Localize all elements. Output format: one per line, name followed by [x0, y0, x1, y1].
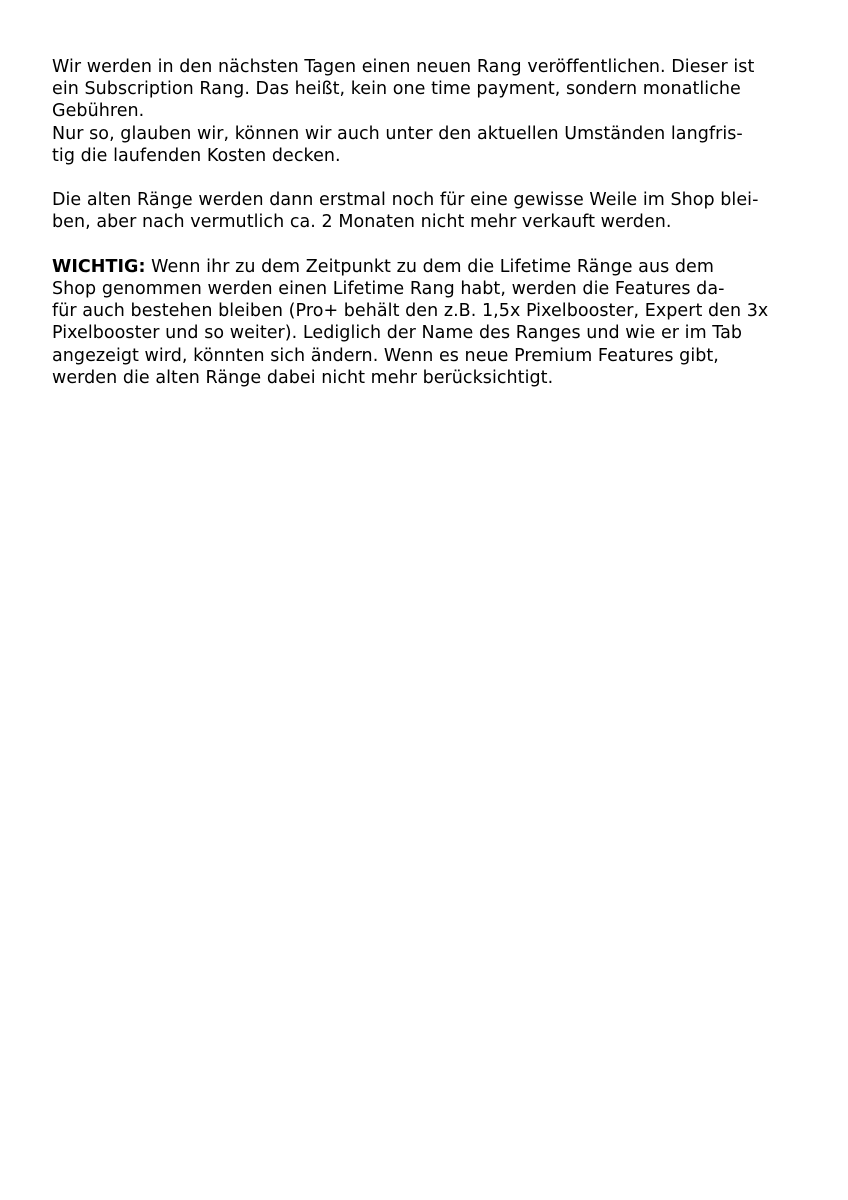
- paragraph-important: [52, 256, 796, 389]
- text-line: ben, aber nach vermutlich ca. 2 Monaten nicht mehr verkauft werden.: [52, 212, 672, 233]
- text-line: Nur so, glauben wir, können wir auch unter den aktuellen Umständen langfris-: [52, 123, 743, 144]
- text-line: ein Subscription Rang. Das heißt, kein one time payment, sondern monatliche: [52, 79, 741, 100]
- text-line: werden die alten Ränge dabei nicht mehr berücksichtigt.: [52, 367, 554, 388]
- important-text: Wenn ihr zu dem Zeitpunkt zu dem die Lifetime Ränge aus dem: [145, 256, 714, 277]
- text-line: angezeigt wird, könnten sich ändern. Wenn es neue Premium Features gibt,: [52, 345, 719, 366]
- text-line: Shop genommen werden einen Lifetime Rang habt, werden die Features da-: [52, 279, 725, 299]
- paragraph-old-ranks: [52, 189, 796, 233]
- paragraph-new-rank: [52, 56, 796, 167]
- text-line: tig die laufenden Kosten decken.: [52, 145, 341, 166]
- text-line: Die alten Ränge werden dann erstmal noch für eine gewisse Weile im Shop blei-: [52, 190, 759, 211]
- text-line: für auch bestehen bleiben (Pro+ behält den z.B. 1,5x Pixelbooster, Expert den 3x: [52, 301, 769, 322]
- text-line: Pixelbooster und so weiter). Lediglich der Name des Ranges und wie er im Tab: [52, 323, 743, 344]
- paragraph-spacer: [52, 167, 796, 189]
- text-line: Wir werden in den nächsten Tagen einen neuen Rang veröffentlichen. Dieser ist: [52, 57, 755, 77]
- text-line: [52, 256, 796, 278]
- paragraph-spacer: [52, 234, 796, 256]
- text-line: Gebühren.: [52, 101, 145, 122]
- important-label: WICHTIG:: [52, 256, 146, 277]
